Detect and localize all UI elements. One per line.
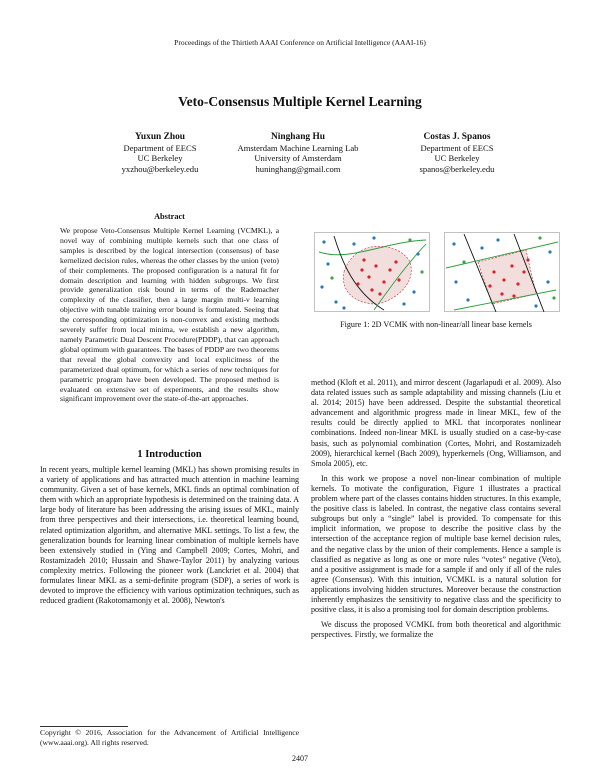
copyright-notice: Copyright © 2016, Association for the Advancement of Artificial Intelligence (www.aaai.org). All rights reserved. xyxy=(40,728,299,747)
author-email: huninghang@gmail.com xyxy=(255,163,341,174)
positive-region xyxy=(343,246,411,304)
author-name: Yuxun Zhou xyxy=(135,132,185,142)
author-email: spanos@berkeley.edu xyxy=(419,163,495,174)
author-affiliation: University of Amsterdam xyxy=(254,153,342,164)
author-affiliation: Amsterdam Machine Learning Lab xyxy=(237,142,359,153)
section-heading: 1 Introduction xyxy=(137,449,202,460)
abstract-text: We propose Veto-Consensus Multiple Kernel Learning (VCMKL), a novel way of combining multiple kernels such that one class of samples is described by the logical intersection (consensus) of base kernelized decision rules, whereas the other classes by the union (veto) of their complements. The proposed configuration is a natural fit for domain description and learning with hidden subgroups. We first provide generalization risk bound in terms of the Rademacher complexity of the classifier, then a large margin multi-ν learning objective with tunable training error bound is formulated. Seeing that the corresponding optimization is non-convex and existing methods severely suffer from local minima, we establish a new algorithm, namely Parametric Dual Descent Procedure(PDDP), that can approach global optimum with guarantees. The bases of PDDP are two theorems that reveal the global convexity and local explicitness of the parameterized dual optimum, for which a series of new techniques for parametric program have been developed. The proposed method is evaluated on extensive set of experiments, and the results show significant improvement over the state-of-the-art approaches. xyxy=(60,226,279,404)
paragraph: method (Kloft et al. 2011), and mirror descent (Jagarlapudi et al. 2009). Also data related issues such as sample adaptability and missing channels (Liu et al. 2014; 2015) have been addressed. Despite the substantial theoretical advancement and algorithmic progress made in linear MKL, few of the results could be directly applied to MKL that incorporates nonlinear combinations. Indeed non-linear MKL is usually studied on a case-by-case basis, such as polynomial combination (Cortes, Mohri, and Rostamizadeh 2009), hierarchical kernel (Bach 2009), hyperkernels (Ong, Williamson, and Smola 2005), etc. xyxy=(311,378,561,468)
author-name: Ninghang Hu xyxy=(271,132,325,142)
author-affiliation: Department of EECS xyxy=(123,142,197,153)
abstract-heading: Abstract xyxy=(154,212,185,221)
paragraph: In this work we propose a novel non-linear combination of multiple kernels. To motivate the configuration, Figure 1 illustrates a practical problem where part of the classes contains hidden structures. In this example, the positive class is labeled. In contrast, the negative class contains several subgroups but only a “single” label is provided. To compensate for this implicit information, we propose to describe the positive class by the intersection of the acceptance region of multiple base kernel decision rules, and the negative class by the union of their complements. Hence a sample is classified as negative as long as one or more rules “votes” negative (Veto), and a positive assignment is made for a sample if and only if all of the rules agree (Consensus). With this intuition, VCMKL is a natural solution for applications involving hidden structures. Moreover because the construction inherently emphasizes the sensitivity to negative class and the specificity to positive class, it is also a promising tool for domain description problems. xyxy=(311,473,561,615)
figure-caption: Figure 1: 2D VCMK with non-linear/all linear base kernels xyxy=(340,320,532,329)
figure-panel-nonlinear xyxy=(314,232,430,312)
author-email: yxzhou@berkeley.edu xyxy=(121,163,199,174)
right-column-text xyxy=(311,378,561,640)
footnote-rule xyxy=(40,726,128,727)
author-affiliation: Department of EECS xyxy=(420,142,494,153)
figure-panel-linear xyxy=(444,232,560,312)
author-name: Costas J. Spanos xyxy=(423,132,491,142)
paragraph: We discuss the proposed VCMKL from both theoretical and algorithmic perspectives. Firstly, we formalize the xyxy=(311,620,561,640)
page-number: 2407 xyxy=(292,754,308,763)
intro-text: In recent years, multiple kernel learning (MKL) has shown promising results in a variety of applications and has attracted much attention in machine learning community. Given a set of base kernels, MKL finds an optimal combination of them with which an appropriate hypothesis is determined on the training data. A large body of literature has been addressing the arising issues of MKL, mainly from three perspectives and their intersections, i.e. theoretical learning bound, related optimization algorithm, and alternative MKL settings. To list a few, the generalization bounds for learning linear combination of multiple kernels have been extensively studied in (Ying and Campbell 2009; Cortes, Mohri, and Rostamizadeh 2010; Hussain and Shawe-Taylor 2011) by analyzing various complexity metrics. Following the pioneer work (Lanckriet et al. 2004) that formulates linear MKL as a semi-definite program (SDP), a series of work is devoted to improve the efficiency with various optimization techniques, such as reduced gradient (Rakotomamonjy et al. 2008), Newton's xyxy=(40,465,299,606)
author-affiliation: UC Berkeley xyxy=(434,153,480,164)
author-affiliation: UC Berkeley xyxy=(137,153,183,164)
paper-title: Veto-Consensus Multiple Kernel Learning xyxy=(178,94,422,109)
running-head: Proceedings of the Thirtieth AAAI Conference on Artificial Intelligence (AAAI-16) xyxy=(174,38,426,47)
author-block-3 xyxy=(362,132,552,174)
